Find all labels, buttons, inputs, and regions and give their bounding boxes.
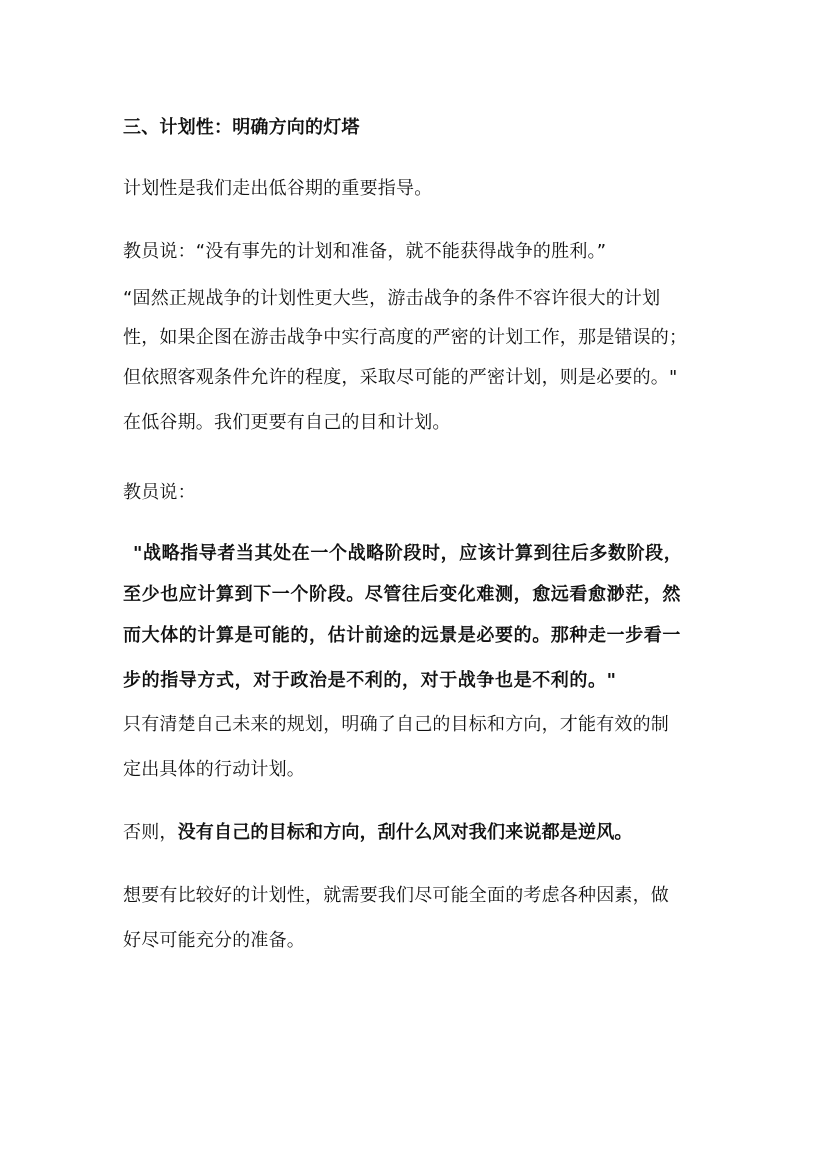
paragraph-3-bold: 没有自己的目标和方向，刮什么风对我们来说都是逆风。: [177, 822, 633, 843]
quote-2-line: 至少也应计算到下一个阶段。尽管往后变化难测，愈远看愈渺茫，然: [123, 584, 681, 605]
paragraph-1-line: 性，如果企图在游击战争中实行高度的严密的计划工作，那是错误的；: [123, 327, 688, 348]
quote-2-line: 步的指导方式，对于政治是不利的，对于战争也是不利的。": [123, 670, 617, 691]
quote-2-intro: 教员说：: [123, 482, 196, 503]
paragraph-3-prefix: 否则，: [123, 822, 178, 843]
paragraph-4-line: 想要有比较好的计划性，就需要我们尽可能全面的考虑各种因素，做: [123, 885, 669, 906]
paragraph-1-line: “固然正规战争的计划性更大些，游击战争的条件不容许很大的计划: [123, 288, 661, 309]
intro-paragraph: 计划性是我们走出低谷期的重要指导。: [123, 178, 433, 199]
paragraph-4-line: 好尽可能充分的准备。: [123, 930, 305, 951]
section-heading: 三、计划性：明确方向的灯塔: [123, 117, 360, 138]
paragraph-2-line: 只有清楚自己未来的规划，明确了自己的目标和方向，才能有效的制: [123, 714, 669, 735]
quote-2-line: "战略指导者当其处在一个战略阶段时，应该计算到往后多数阶段，: [133, 543, 683, 564]
paragraph-2-line: 定出具体的行动计划。: [123, 759, 305, 780]
paragraph-1-line: 在低谷期。我们更要有自己的目和计划。: [123, 412, 451, 433]
quote-2-line: 而大体的计算是可能的，估计前途的远景是必要的。那种走一步看一: [123, 625, 681, 646]
paragraph-3: [123, 821, 723, 845]
quote-1: 教员说：“没有事先的计划和准备，就不能获得战争的胜利。”: [123, 241, 607, 262]
paragraph-1-line: 但依照客观条件允许的程度，采取尽可能的严密计划，则是必要的。": [123, 367, 678, 388]
